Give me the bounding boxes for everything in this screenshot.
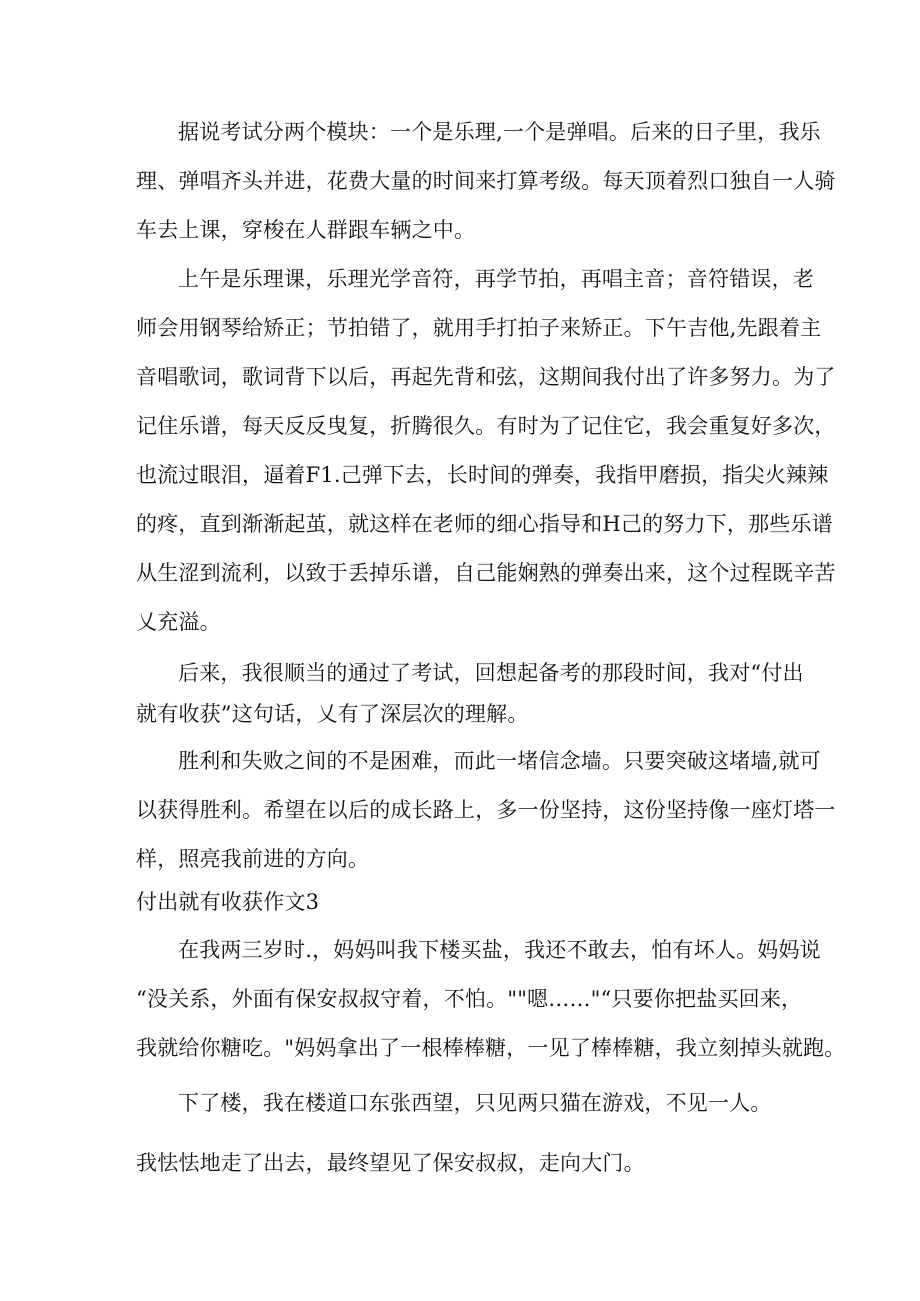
text-line: 下了楼，我在楼道口东张西望，只见两只猫在游戏，不见一人。: [178, 1091, 772, 1115]
text-line: 音唱歌词，歌词背下以后，再起先背和弦，这期间我付出了许多努力。为了: [136, 365, 836, 389]
text-line: 记住乐谱，每天反反曳复，折腾很久。有时为了记住它，我会重复好多次，: [136, 414, 836, 438]
text-line: 就有收获”这句话，乂有了深层次的理解。: [136, 702, 529, 726]
text-line: 后来，我很顺当的通过了考试，回想起备考的那段时间，我对“付出: [178, 661, 804, 685]
text-line: 车去上课，穿梭在人群跟车辆之中。: [136, 218, 476, 242]
section-heading: 付出就有收获作文3: [136, 890, 320, 914]
text-line: 以获得胜利。希望在以后的成长路上，多一份坚持，这份坚持像一座灯塔一: [136, 798, 836, 822]
text-line: 的疼，直到渐渐起茧，就这样在老师的细心指导和H己的努力下，那些乐谱: [136, 512, 833, 536]
text-line: 理、弹唱齐头并进，花费大量的时间来打算考级。每天顶着烈口独自一人骑: [136, 169, 836, 193]
text-line: 据说考试分两个模块：一个是乐理,一个是弹唱。后来的日子里，我乐: [178, 120, 821, 144]
text-line: 样，照亮我前进的方向。: [136, 847, 370, 871]
text-line: 从生涩到流利，以致于丢掉乐谱，自己能娴熟的弹奏出来，这个过程既辛苦: [136, 561, 836, 585]
text-line: 胜利和失败之间的不是困难，而此一堵信念墙。只要突破这堵墙,就可: [178, 749, 821, 773]
text-line: 上午是乐理课，乐理光学音符，再学节拍，再唱主音；音符错误，老: [178, 267, 814, 291]
text-line: “没关系，外面有保安叔叔守着，不怕。""嗯……"“只要你把盐买回来，: [136, 987, 803, 1011]
text-line: 在我两三岁时.，妈妈叫我下楼买盐，我还不敢去，怕有坏人。妈妈说: [178, 938, 821, 962]
text-line: 乂充溢。: [136, 610, 221, 634]
text-line: 师会用钢琴给矫正；节拍错了，就用手打拍子来矫正。下午吉他,先跟着主: [136, 316, 822, 340]
text-line: 我怯怯地走了出去，最终望见了保安叔叔，走向大门。: [136, 1151, 645, 1175]
text-line: 也流过眼泪，逼着F1.己弹下去，长时间的弹奏，我指甲磨损，指尖火辣辣: [136, 463, 829, 487]
text-line: 我就给你糖吃。"妈妈拿出了一根棒棒糖，一见了棒棒糖，我立刻掉头就跑。: [136, 1036, 846, 1060]
